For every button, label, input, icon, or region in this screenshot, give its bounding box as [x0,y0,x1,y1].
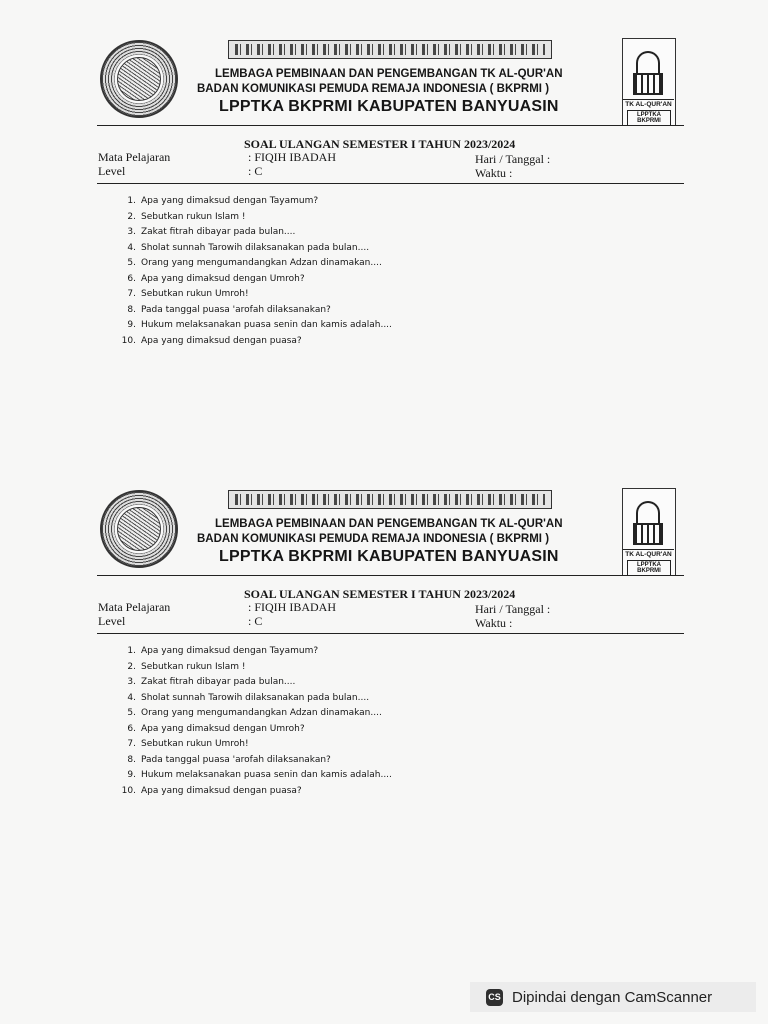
header-line-1: LEMBAGA PEMBINAAN DAN PENGEMBANGAN TK AL-QUR'AN [215,68,563,80]
divider [97,125,684,126]
header-title: LPPTKA BKPRMI KABUPATEN BANYUASIN [219,98,559,115]
level-value: : C [248,614,263,628]
divider [97,633,684,634]
question-item: 9. Hukum melaksanakan puasa senin dan kamis adalah.... [127,320,392,330]
camscanner-logo-icon: CS [486,989,503,1006]
question-item: 6. Apa yang dimaksud dengan Umroh? [127,273,305,284]
question-item: 2. Sebutkan rukun Islam ! [127,211,246,222]
header-title: LPPTKA BKPRMI KABUPATEN BANYUASIN [219,548,559,565]
question-item: 5. Orang yang mengumandangkan Adzan dinamakan.... [127,258,382,268]
question-item: 7. Sebutkan rukun Umroh! [127,739,249,749]
arabic-calligraphy-banner [228,490,552,509]
subject-value: : FIQIH IBADAH [248,600,336,614]
exam-title: SOAL ULANGAN SEMESTER I TAHUN 2023/2024 [244,137,516,151]
level-value: : C [248,164,263,178]
question-item: 1. Apa yang dimaksud dengan Tayamum? [127,196,319,206]
exam-sheet-top [92,36,684,366]
divider [97,183,684,184]
level-label: Level [98,614,126,628]
question-item: 3. Zakat fitrah dibayar pada bulan.... [127,677,296,687]
question-item: 10. Apa yang dimaksud dengan puasa? [121,335,302,346]
time-label: Waktu : [475,616,513,630]
emblem-lpptka-label: LPPTKA BKPRMI [627,110,671,126]
question-item: 5. Orang yang mengumandangkan Adzan dinamakan.... [127,708,382,718]
question-item: 7. Sebutkan rukun Umroh! [127,289,249,299]
arabic-calligraphy-banner [228,40,552,59]
camscanner-watermark [470,982,756,1012]
header-line-1: LEMBAGA PEMBINAAN DAN PENGEMBANGAN TK AL-QUR'AN [215,518,563,530]
watermark-text: Dipindai dengan CamScanner [512,988,713,1006]
question-item: 8. Pada tanggal puasa 'arofah dilaksanakan? [127,754,331,765]
question-item: 4. Sholat sunnah Tarowih dilaksanakan pada bulan.... [127,242,370,253]
question-item: 1. Apa yang dimaksud dengan Tayamum? [127,646,319,656]
header-line-2: BADAN KOMUNIKASI PEMUDA REMAJA INDONESIA ( BKPRMI ) [197,533,550,545]
time-label: Waktu : [475,166,513,180]
question-item: 10. Apa yang dimaksud dengan puasa? [121,785,302,796]
divider [97,575,684,576]
exam-sheet-bottom [92,486,684,816]
header-line-2: BADAN KOMUNIKASI PEMUDA REMAJA INDONESIA ( BKPRMI ) [197,83,550,95]
question-item: 6. Apa yang dimaksud dengan Umroh? [127,723,305,734]
exam-title: SOAL ULANGAN SEMESTER I TAHUN 2023/2024 [244,587,516,601]
tk-alquran-emblem-icon [622,38,676,126]
subject-value: : FIQIH IBADAH [248,150,336,164]
emblem-tk-label: TK AL-QUR'AN [623,549,674,558]
emblem-tk-label: TK AL-QUR'AN [623,99,674,108]
organization-seal-icon [100,490,178,568]
organization-seal-icon [100,40,178,118]
question-list [112,194,392,349]
subject-label: Mata Pelajaran [98,150,171,164]
emblem-lpptka-label: LPPTKA BKPRMI [627,560,671,576]
question-item: 4. Sholat sunnah Tarowih dilaksanakan pada bulan.... [127,692,370,703]
day-date-label: Hari / Tanggal : [475,602,551,616]
day-date-label: Hari / Tanggal : [475,152,551,166]
question-item: 3. Zakat fitrah dibayar pada bulan.... [127,227,296,237]
level-label: Level [98,164,126,178]
question-item: 9. Hukum melaksanakan puasa senin dan kamis adalah.... [127,770,392,780]
tk-alquran-emblem-icon [622,488,676,576]
subject-label: Mata Pelajaran [98,600,171,614]
question-list [112,644,392,799]
question-item: 2. Sebutkan rukun Islam ! [127,661,246,672]
question-item: 8. Pada tanggal puasa 'arofah dilaksanakan? [127,304,331,315]
